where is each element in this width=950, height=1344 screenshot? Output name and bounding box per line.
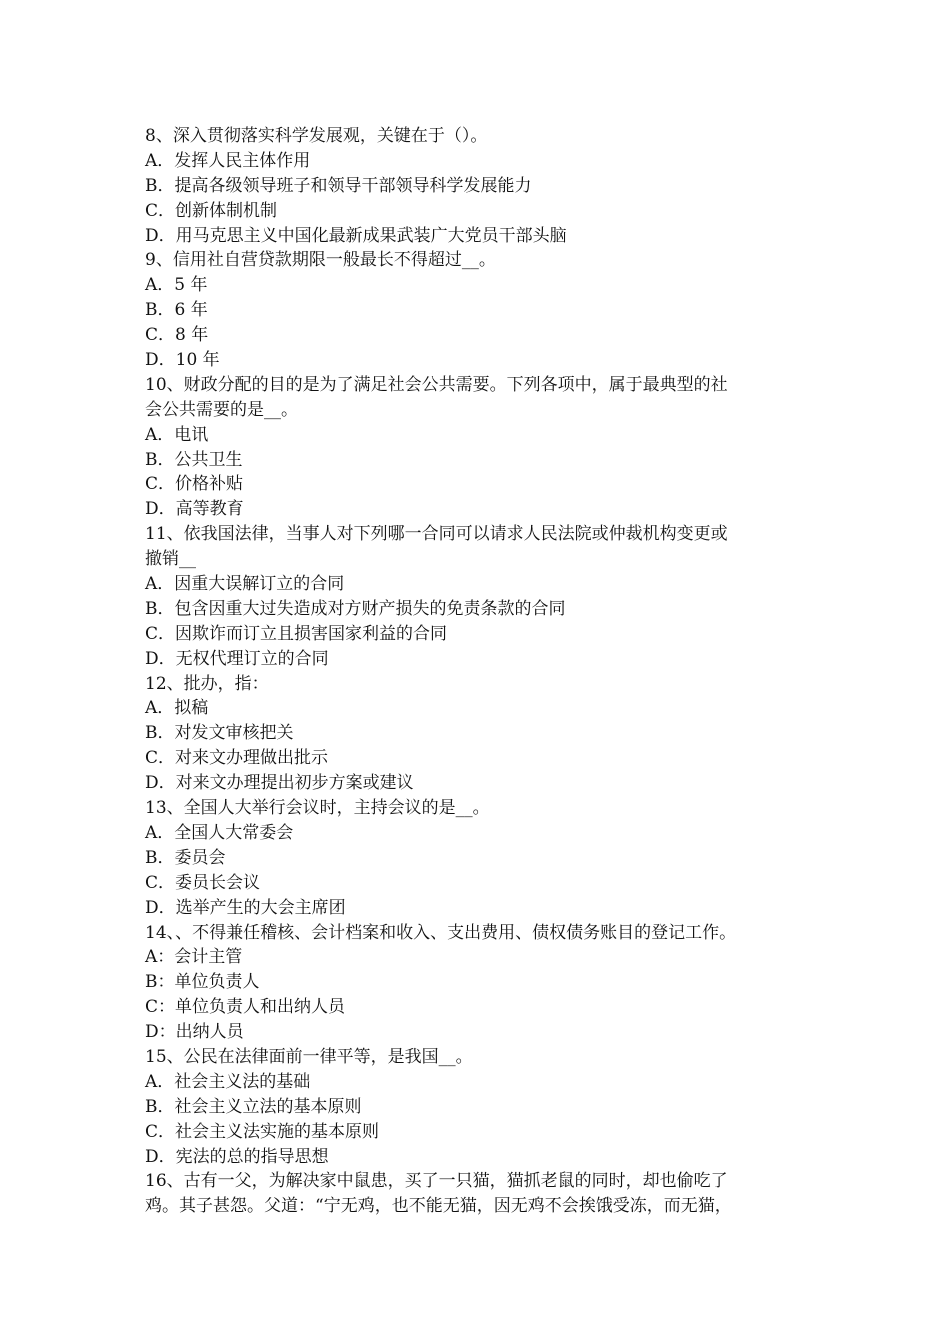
question-12-stem: 12、批办，指： [145,673,269,694]
question-11-stem-cont: 撤销__ [145,549,196,570]
question-13-option-d: D．选举产生的大会主席团 [145,897,346,918]
question-13-stem: 13、全国人大举行会议时，主持会议的是__。 [145,798,490,819]
question-9-option-c: C．8 年 [145,325,209,346]
question-13-option-b: B．委员会 [145,847,226,868]
question-10-option-d: D．高等教育 [145,499,244,520]
question-11-option-b: B．包含因重大过失造成对方财产损失的免责条款的合同 [145,598,566,619]
question-9-stem: 9、信用社自营贷款期限一般最长不得超过__。 [145,250,496,271]
question-11-stem: 11、依我国法律，当事人对下列哪一合同可以请求人民法院或仲裁机构变更或 [145,524,728,545]
question-8-option-c: C．创新体制机制 [145,200,278,221]
question-9-option-d: D．10 年 [145,350,220,371]
question-15-option-d: D．宪法的总的指导思想 [145,1146,329,1167]
question-10-option-c: C．价格补贴 [145,474,244,495]
question-14-option-b: B：单位负责人 [145,972,260,993]
question-12-option-d: D．对来文办理提出初步方案或建议 [145,773,414,794]
question-10-option-b: B．公共卫生 [145,449,243,470]
question-14-stem: 14、、不得兼任稽核、会计档案和收入、支出费用、债权债务账目的登记工作。 [145,922,737,943]
question-10-option-a: A．电讯 [145,424,209,445]
question-12-option-b: B．对发文审核把关 [145,723,294,744]
question-10-stem-cont: 会公共需要的是__。 [145,399,298,420]
question-15-stem: 15、公民在法律面前一律平等，是我国__。 [145,1046,473,1067]
question-11-option-d: D．无权代理订立的合同 [145,648,329,669]
question-8-option-d: D．用马克思主义中国化最新成果武装广大党员干部头脑 [145,225,567,246]
question-9-option-b: B．6 年 [145,300,208,321]
question-15-option-a: A．社会主义法的基础 [145,1071,311,1092]
question-13-option-c: C．委员长会议 [145,872,261,893]
question-13-option-a: A．全国人大常委会 [145,822,294,843]
question-11-option-a: A．因重大误解订立的合同 [145,574,345,595]
question-12-option-c: C．对来文办理做出批示 [145,748,329,769]
question-16-stem-cont: 鸡。其子甚怨。父道：“宁无鸡，也不能无猫，因无鸡不会挨饿受冻，而无猫， [145,1196,732,1217]
question-12-option-a: A．拟稿 [145,698,209,719]
question-8-stem: 8、深入贯彻落实科学发展观，关键在于（）。 [145,126,488,146]
question-11-option-c: C．因欺诈而订立且损害国家利益的合同 [145,623,448,644]
question-14-option-a: A：会计主管 [145,947,243,968]
question-8-option-a: A．发挥人民主体作用 [145,150,311,171]
question-8-option-b: B．提高各级领导班子和领导干部领导科学发展能力 [145,175,532,196]
question-16-stem: 16、古有一父，为解决家中鼠患，买了一只猫，猫抓老鼠的同时，却也偷吃了 [145,1171,728,1192]
question-15-option-b: B．社会主义立法的基本原则 [145,1096,362,1117]
question-14-option-c: C：单位负责人和出纳人员 [145,997,346,1018]
question-14-option-d: D：出纳人员 [145,1022,244,1043]
document-page [145,124,815,1219]
question-15-option-c: C．社会主义法实施的基本原则 [145,1121,380,1142]
question-10-stem: 10、财政分配的目的是为了满足社会公共需要。下列各项中，属于最典型的社 [145,374,728,395]
question-9-option-a: A．5 年 [145,275,208,296]
